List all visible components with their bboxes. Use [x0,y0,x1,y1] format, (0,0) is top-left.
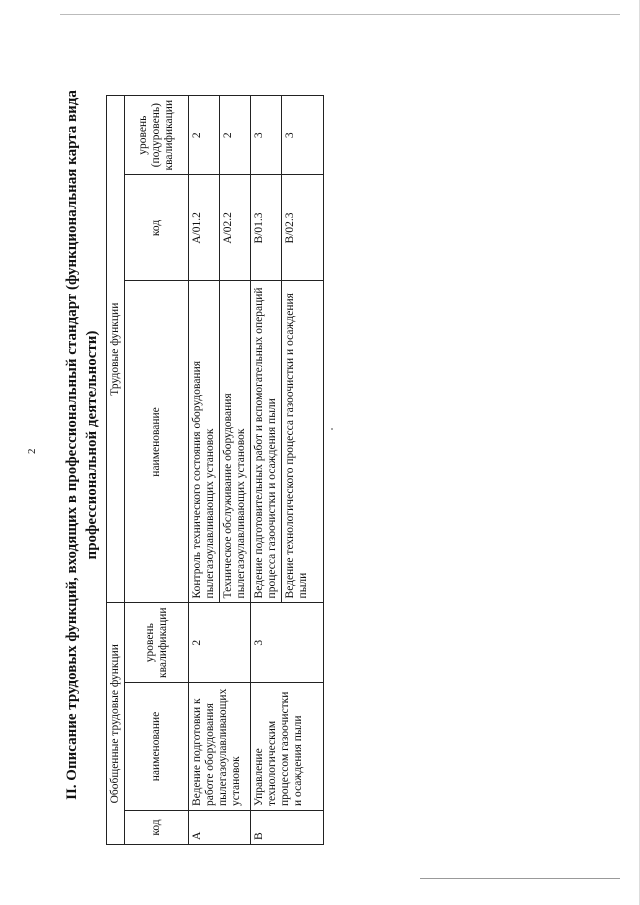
lf-name-cell: Техническое обслуживание оборудования пылегазоулавливающих установок [220,281,251,603]
group-generalized-header: Обобщенные трудовые функции [107,603,125,845]
lf-code-cell: А/02.2 [220,175,251,281]
lf-level-cell: 2 [189,95,220,175]
lf-code-cell: В/01.3 [251,175,282,281]
gf-code-cell: А [189,811,251,845]
functional-map-table [106,95,324,845]
col-lf-code-header: код [125,175,189,281]
lf-code-cell: А/01.2 [189,175,220,281]
group-header-row [107,95,125,844]
section-heading [62,25,102,865]
lf-name-cell: Ведение подготовительных работ и вспомогательных операций процесса газоочистки и осаждения пыли [251,281,282,603]
lf-level-cell: 3 [282,95,324,175]
col-level-header: уровень квалификации [125,603,189,683]
gf-code-cell: В [251,811,324,845]
col-code-header: код [125,811,189,845]
lf-level-cell: 3 [251,95,282,175]
col-name-header: наименование [125,683,189,811]
lf-level-cell: 2 [220,95,251,175]
gf-name-cell: Ведение подготовки к работе оборудования пылегазоулавливающих установок [189,683,251,811]
gf-name-cell: Управление технологическим процессом газоочистки и осаждения пыли [251,683,324,811]
gf-level-cell: 3 [251,603,324,683]
lf-code-cell: В/02.3 [282,175,324,281]
col-lf-name-header: наименование [125,281,189,603]
table-row [251,95,282,844]
col-lf-level-header: уровень (подуровень) квалификации [125,95,189,175]
heading-line-2: профессиональной деятельности) [84,330,100,560]
lf-name-cell: Ведение технологического процесса газоочистки и осаждения пыли [282,281,324,603]
table-row [189,95,220,844]
heading-line-1: II. Описание трудовых функций, входящих в профессиональный стандарт (функциональная карта вида [64,90,80,800]
group-labor-header: Трудовые функции [107,95,125,603]
column-header-row [125,95,189,844]
gf-level-cell: 2 [189,603,251,683]
lf-name-cell: Контроль технического состояния оборудования пылегазоулавливающих установок [189,281,220,603]
page-number: 2 [26,448,38,454]
